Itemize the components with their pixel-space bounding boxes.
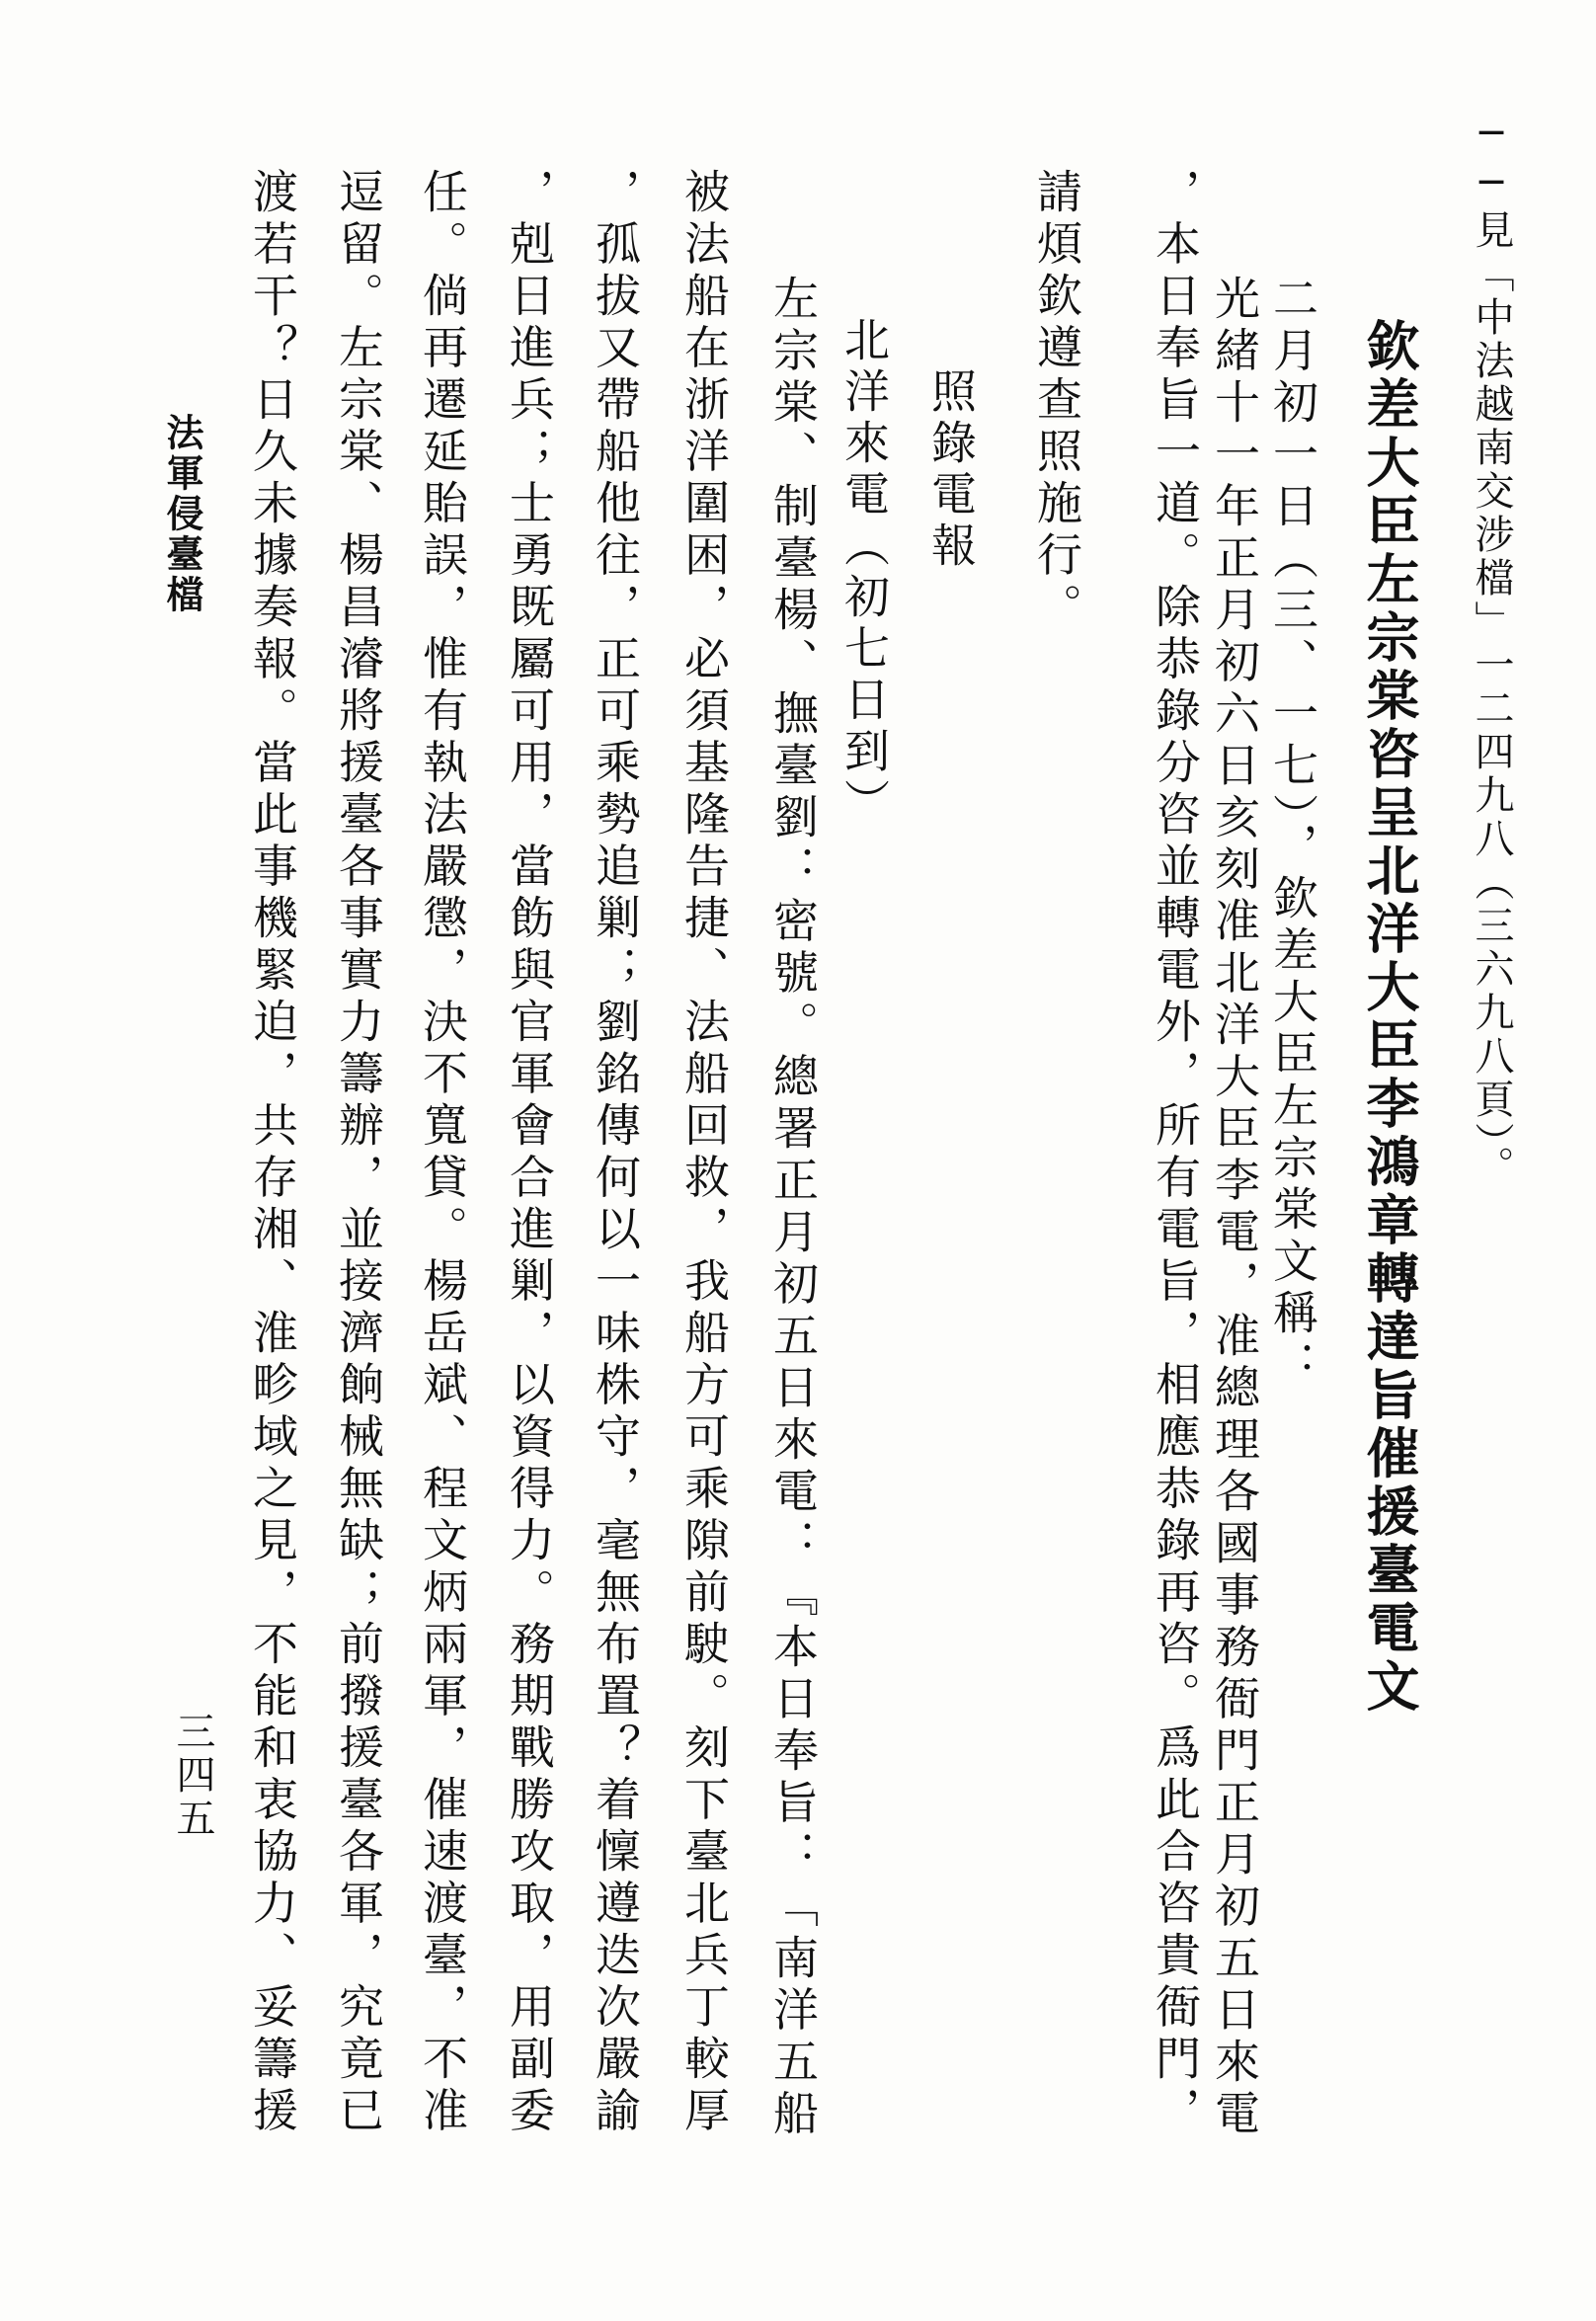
telegram-column-7: 渡若干？日久未據奏報。當此事機緊迫，共存湘、淮畛域之見，不能和衷協力、妥籌援 <box>246 168 299 2138</box>
book-title-footer: 法軍侵臺檔 <box>160 413 204 615</box>
telegram-column-2: 被法船在浙洋圍困，必須基隆告捷、法船回救，我船方可乘隙前駛。刻下臺北兵丁較厚 <box>678 168 731 2138</box>
page-number: 三四五 <box>170 1711 215 1841</box>
telegram-heading: 北洋來電（初七日到） <box>838 316 891 830</box>
source-citation: ──見「中法越南交涉檔」一二四九八（三六九八頁）。 <box>1469 111 1514 1189</box>
section-heading: 照錄電報 <box>924 367 978 573</box>
telegram-column-6: 逗留。左宗棠、楊昌濬將援臺各事實力籌辦，並接濟餉械無缺；前撥援臺各軍，究竟已 <box>332 168 385 2138</box>
telegram-column-4: ，剋日進兵；士勇既屬可用，當飭與官軍會合進剿，以資得力。務期戰勝攻取，用副委 <box>503 168 556 2138</box>
body-column-2: 光緒十一年正月初六日亥刻准北洋大臣李電，准總理各國事務衙門正月初五日來電 <box>1208 275 1261 2141</box>
telegram-column-1: 左宗棠、制臺楊、撫臺劉：密號。總署正月初五日來電：『本日奉旨：「南洋五船 <box>766 275 820 2141</box>
body-column-4: 請煩欽遵查照施行。 <box>1030 168 1083 635</box>
document-title: 欽差大臣左宗棠咨呈北洋大臣李鴻章轉達旨催援臺電文 <box>1358 318 1421 1717</box>
body-column-3: ，本日奉旨一道。除恭錄分咨並轉電外，所有電旨，相應恭錄再咨。爲此合咨貴衙門， <box>1149 168 1202 2138</box>
telegram-column-5: 任。倘再遷延貽誤，惟有執法嚴懲，決不寬貸。楊岳斌、程文炳兩軍，催速渡臺，不准 <box>416 168 469 2138</box>
telegram-column-3: ，孤拔又帶船他往，正可乘勢追剿；劉銘傳何以一味株守，毫無布置？着懍遵迭次嚴諭 <box>589 168 642 2138</box>
body-column-1: 二月初一日（三、一七），欽差大臣左宗棠文稱： <box>1266 275 1319 1393</box>
